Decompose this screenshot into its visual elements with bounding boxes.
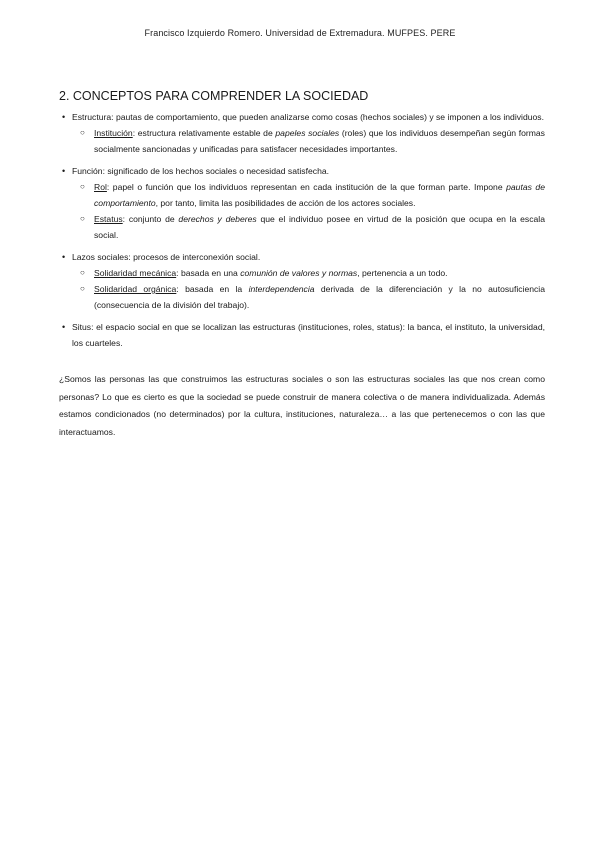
sub-term: Institución	[94, 128, 133, 138]
section-title: 2. CONCEPTOS PARA COMPRENDER LA SOCIEDAD	[59, 89, 369, 103]
sub-term: Solidaridad orgánica	[94, 284, 177, 294]
circle-bullet-icon: ○	[80, 284, 85, 293]
bullet-icon: •	[62, 252, 66, 262]
sub-text: , por tanto, limita las posibilidades de acción de los actores sociales.	[155, 198, 416, 208]
closing-paragraph: ¿Somos las personas las que construimos las estructuras sociales o son las estructuras sociales las que nos crean como personas? Lo que es cierto es que la sociedad se puede construir de manera colectiva o de manera individualizada. Además estamos condicionados (no determinados) por la cultura, instituciones, naturaleza… a las que pertenecemos o con las que interactuamos.	[59, 374, 545, 437]
sub-item-institucion	[78, 125, 545, 157]
list-item-lazos-sociales	[59, 249, 545, 313]
sub-term: Estatus	[94, 214, 123, 224]
item-text: : significado de los hechos sociales o necesidad satisfecha.	[102, 166, 330, 176]
sub-text: (roles) que los individuos desempeñan según formas socialmente sancionadas y unificadas para satisfacer necesidades importantes.	[94, 128, 545, 154]
sub-item-solidaridad-organica	[78, 281, 545, 313]
item-lead: Función	[72, 166, 103, 176]
item-lead: Situs	[72, 322, 92, 332]
concept-list	[59, 109, 545, 351]
sub-item-estatus	[78, 211, 545, 243]
page-header: Francisco Izquierdo Romero. Universidad de Extremadura. MUFPES. PERE	[144, 28, 456, 38]
list-item-estructura	[59, 109, 545, 157]
sub-text: : conjunto de	[122, 214, 179, 224]
sub-emphasis: papeles sociales	[275, 128, 340, 138]
item-text: : procesos de interconexión social.	[128, 252, 261, 262]
sub-emphasis: derechos y deberes	[178, 214, 257, 224]
sub-text: derivada de la diferenciación y la no autosuficiencia (consecuencia de la división del trabajo).	[94, 284, 545, 310]
sub-text: : basada en la	[176, 284, 249, 294]
sub-list	[72, 265, 545, 313]
circle-bullet-icon: ○	[80, 268, 85, 277]
circle-bullet-icon: ○	[80, 182, 85, 191]
sub-text: : papel o función que los individuos representan en cada institución de la que forman parte. Impone	[106, 182, 507, 192]
sub-item-rol	[78, 179, 545, 211]
sub-text: : estructura relativamente estable de	[132, 128, 276, 138]
sub-text: , pertenencia a un todo.	[357, 268, 448, 278]
item-text: : el espacio social en que se localizan las estructuras (instituciones, roles, status): la banca, el instituto, la universidad, los cuarteles.	[72, 322, 545, 348]
sub-text: : basada en una	[176, 268, 241, 278]
item-text: : pautas de comportamiento, que pueden analizarse como cosas (hechos sociales) y se imponen a los individuos.	[111, 112, 544, 122]
sub-list	[72, 179, 545, 243]
sub-item-solidaridad-mecanica	[78, 265, 545, 281]
sub-emphasis: interdependencia	[248, 284, 315, 294]
sub-text: que el individuo posee en virtud de la posición que ocupa en la escala social.	[94, 214, 545, 240]
circle-bullet-icon: ○	[80, 128, 85, 137]
bullet-icon: •	[62, 322, 66, 332]
list-item-situs	[59, 319, 545, 351]
item-lead: Lazos sociales	[72, 252, 129, 262]
sub-list	[72, 125, 545, 157]
document-body	[59, 89, 545, 450]
bullet-icon: •	[62, 112, 66, 122]
sub-term: Solidaridad mecánica	[94, 268, 177, 278]
sub-term: Rol	[94, 182, 107, 192]
item-lead: Estructura	[72, 112, 112, 122]
sub-emphasis: pautas de comportamiento	[94, 182, 545, 208]
circle-bullet-icon: ○	[80, 214, 85, 223]
sub-emphasis: comunión de valores y normas	[240, 268, 358, 278]
bullet-icon: •	[62, 166, 66, 176]
list-item-funcion	[59, 163, 545, 243]
